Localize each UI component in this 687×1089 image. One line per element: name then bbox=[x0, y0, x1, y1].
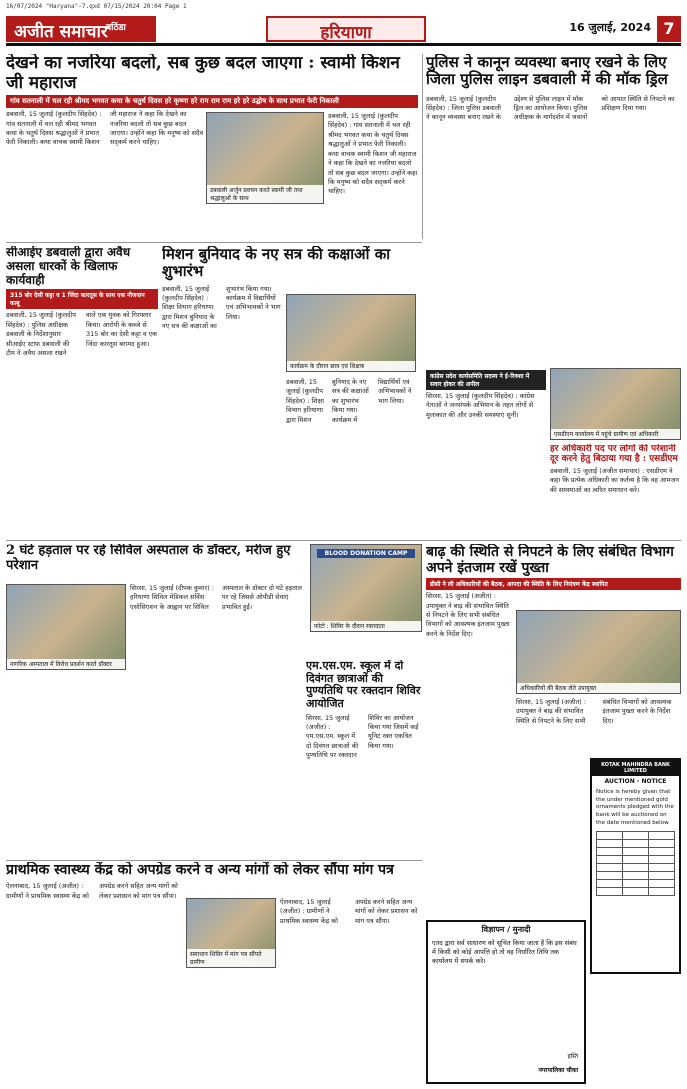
article-text: ऐलनाबाद, 15 जुलाई (अजीत) : ग्रामीणों ने प्राथमिक स्वास्थ्य केंद्र को अपग्रेड करने सहित अन्य मांगों को लेकर प्रशासन को मांग पत्र सौंपा। bbox=[6, 882, 178, 900]
photo-caption: डबवाली अर्जुन प्रवचन करते स्वामी जी तथा श्रद्धालुओं के साथ bbox=[207, 185, 323, 203]
flood-photo bbox=[516, 610, 681, 694]
headline: सीआईए डबवाली द्वारा अवैध असला धारकों के खिलाफ कार्यवाही bbox=[6, 246, 131, 287]
brand-city: बठिंडा bbox=[106, 23, 126, 33]
headline: मिशन बुनियाद के नए सत्र की कक्षाओं का शुभारंभ bbox=[162, 246, 391, 281]
ad-title: विज्ञापन / मुनादी bbox=[481, 925, 531, 934]
page-number: 7 bbox=[657, 16, 681, 42]
article-cia bbox=[6, 246, 158, 536]
issue-date: 16 जुलाई, 2024 bbox=[569, 21, 651, 34]
article-text-cont: डबवाली, 15 जुलाई (कुलदीप सिंहदेव) : गांव सतनाली में चल रही श्रीमद भगवत कथा के चतुर्थ दिवस श्रद्धालुओं ने प्रभात फेरी निकाली। कथा वाचक स्वामी किशन जी महाराज ने कहा कि देखने का नजरिया बदलो तो सब कुछ बदल जाएगा। उन्होंने कहा कि मनुष्य को सदैव सद्कर्म करने चाहिए। bbox=[328, 112, 418, 196]
congress-photo bbox=[550, 368, 681, 440]
article-hospital bbox=[6, 544, 306, 834]
article-text: सिरसा, 15 जुलाई (अजीत) : उपायुक्त ने बाढ़ की संभावित स्थिति से निपटने के लिए सभी संबंधित विभागों को आवश्यक इंतजाम पुख्ता करने के निर्देश दिए। bbox=[426, 592, 510, 638]
lead-photo bbox=[206, 112, 324, 204]
public-notice-ad bbox=[426, 920, 586, 1084]
headline: पुलिस ने कानून व्यवस्था बनाए रखने के लिए जिला पुलिस लाइन डबवाली में की मॉक ड्रिल bbox=[426, 54, 668, 89]
blood-camp-photo bbox=[310, 544, 422, 632]
row-rule bbox=[6, 540, 681, 541]
article-flood bbox=[426, 544, 681, 754]
article-mission bbox=[162, 246, 418, 536]
article-text-cont: सिरसा, 15 जुलाई (अजीत) : उपायुक्त ने बाढ़ की संभावित स्थिति से निपटने के लिए सभी संबंधित विभागों को आवश्यक इंतजाम पुख्ता करने के निर्देश दिए। bbox=[516, 698, 672, 725]
kicker: गांव सतनाली में चल रही श्रीमद भगवत कथा के चतुर्थ दिवस हरे कृष्णा हरे राम राम राम हरे हरे उद्घोष के साथ प्रभात फेरी निकाली bbox=[6, 95, 418, 108]
photo-caption: एसडीएम कार्यालय में पहुंचे ग्रामीण एवं अधिकारी bbox=[551, 429, 680, 439]
article-text: डबवाली, 15 जुलाई (कुलदीप सिंहदेव) : जिला पुलिस डबवाली ने कानून व्यवस्था बनाए रखने के उद्देश्य से पुलिस लाइन में मॉक ड्रिल का आयोजन किया। पुलिस अधीक्षक के मार्गदर्शन में जवानों को आपात स्थिति से निपटने का प्रशिक्षण दिया गया। bbox=[426, 94, 675, 122]
row-rule bbox=[6, 242, 422, 243]
headline: 2 घंटे हड़ताल पर रहे सिविल अस्पताल के डॉक्टर, मरीज हुए परेशान bbox=[6, 544, 291, 573]
article-text: डबवाली, 15 जुलाई (कुलदीप सिंहदेव) : पुलिस अधीक्षक डबवाली के निर्देशानुसार सीआईए स्टाफ डबवाली की टीम ने अवैध असला रखने वाले एक युवक को गिरफ्तार किया। आरोपी के कब्जे से 315 बोर का देसी कट्टा व एक जिंदा कारतूस बरामद हुआ। bbox=[6, 311, 158, 358]
print-slug: 16/07/2024 "Haryana"-7.qxd 07/15/2024 20:04 Page 1 bbox=[6, 3, 187, 10]
kicker: डीसी ने ली अधिकारियों की बैठक, आपदा की स्थिति के लिए नियंत्रण केंद्र स्थापित bbox=[426, 578, 681, 590]
row-rule bbox=[6, 860, 422, 861]
column-rule bbox=[422, 54, 423, 239]
photo-caption: फोटो : शिविर के दौरान रक्तदाता bbox=[311, 621, 421, 631]
photo-caption: नागरिक अस्पताल में विरोध प्रदर्शन करते डॉक्टर bbox=[7, 659, 125, 669]
brand-name: अजीत समाचार bbox=[14, 22, 108, 42]
ad-subtitle: AUCTION - NOTICE bbox=[604, 778, 667, 785]
ad-title: KOTAK MAHINDRA BANK LIMITED bbox=[592, 760, 679, 776]
camp-banner: BLOOD DONATION CAMP bbox=[317, 549, 415, 558]
article-blood-photo bbox=[310, 544, 422, 654]
phc-photo bbox=[186, 898, 276, 968]
kicker: 315 बोर देसी कट्टा व 1 जिंदा कारतूस के साथ एक नौजवान काबू bbox=[6, 289, 158, 309]
article-text-cont: ऐलनाबाद, 15 जुलाई (अजीत) : ग्रामीणों ने प्राथमिक स्वास्थ्य केंद्र को अपग्रेड करने सहित अन्य मांगों को लेकर प्रशासन को मांग पत्र सौंपा। bbox=[280, 898, 418, 925]
masthead bbox=[6, 16, 681, 46]
photo-caption: समाधान शिविर में मांग पत्र सौंपते ग्रामीण bbox=[187, 949, 275, 967]
ad-body: Notice is hereby given that the under mentioned gold ornaments pledged with the bank will be auctioned on the date mentioned below. bbox=[596, 789, 674, 826]
ad-signature: हस्ति bbox=[567, 1053, 578, 1060]
article-lead bbox=[6, 54, 418, 239]
article-sdm bbox=[550, 444, 681, 544]
article-text: सिरसा, 15 जुलाई (दीपक कुमार) : हरियाणा सिविल मेडिकल सर्विस एसोसिएशन के आह्वान पर सिविल अस्पताल के डॉक्टर दो घंटे हड़ताल पर रहे जिससे ओपीडी सेवाएं प्रभावित हुईं। bbox=[130, 584, 302, 611]
headline: एम.एस.एम. स्कूल में दो दिवंगत छात्राओं की पुण्यतिथि पर रक्तदान शिविर आयोजित bbox=[306, 660, 421, 710]
article-text: सिरसा, 15 जुलाई (अजीत) : एम.एस.एम. स्कूल में दो दिवंगत छात्राओं की पुण्यतिथि पर रक्तदान शिविर का आयोजन किया गया जिसमें कई यूनिट रक्त एकत्रित किया गया। bbox=[306, 713, 419, 760]
photo-caption: कार्यक्रम के दौरान छात्र एवं शिक्षक bbox=[287, 361, 415, 371]
ad-table bbox=[596, 831, 675, 896]
article-text: सिरसा, 15 जुलाई (कुलदीप सिंहदेव) : कांग्रेस नेताओं ने जनसंपर्क अभियान के तहत लोगों से मुलाकात की और उनकी समस्याएं सुनीं। bbox=[426, 392, 535, 419]
headline: बाढ़ की स्थिति से निपटने के लिए संबंधित विभाग अपने इंतजाम रखें पुख्ता bbox=[426, 544, 674, 577]
article-text: डबवाली, 15 जुलाई (कुलदीप सिंहदेव) : शिक्षा विभाग हरियाणा द्वारा मिशन बुनियाद के नए सत्र की कक्षाओं का शुभारंभ किया गया। कार्यक्रम में विद्यार्थियों एवं अभिभावकों ने भाग लिया। bbox=[162, 284, 281, 331]
bank-auction-ad bbox=[590, 758, 681, 974]
article-police bbox=[426, 54, 681, 364]
headline: देखने का नजरिया बदलो, सब कुछ बदल जाएगा : स्वामी किशन जी महाराज bbox=[6, 54, 400, 93]
article-text-cont: डबवाली, 15 जुलाई (कुलदीप सिंहदेव) : शिक्षा विभाग हरियाणा द्वारा मिशन बुनियाद के नए सत्र की कक्षाओं का शुभारंभ किया गया। कार्यक्रम में विद्यार्थियों एवं अभिभावकों ने भाग लिया। bbox=[286, 378, 412, 424]
ad-body: एतद द्वारा सर्व साधारण को सूचित किया जाता है कि इस संबंध में किसी को कोई आपत्ति हो तो वह निर्धारित तिथि तक कार्यालय में संपर्क करे। bbox=[432, 939, 577, 966]
section-title: हरियाणा bbox=[266, 16, 426, 42]
headline: प्राथमिक स्वास्थ्य केंद्र को अपग्रेड करने व अन्य मांगों को लेकर सौंपा मांग पत्र bbox=[6, 862, 394, 878]
mission-photo bbox=[286, 294, 416, 372]
article-blood bbox=[306, 660, 422, 856]
ad-office: नगरपालिका चौका bbox=[538, 1067, 578, 1074]
photo-caption: अधिकारियों की बैठक लेते उपायुक्त bbox=[517, 683, 680, 693]
article-phc bbox=[6, 862, 422, 1084]
newspaper-brand bbox=[6, 16, 156, 42]
article-text: डबवाली, 15 जुलाई (अजीत समाचार) : एसडीएम ने कहा कि प्रत्येक अधिकारी का कर्तव्य है कि वह आमजन की समस्याओं का त्वरित समाधान करे। bbox=[550, 466, 679, 494]
kicker: कांग्रेस प्रदेश कार्यसमिति सदस्य ने ई-रिक्शा में सवार होकर की अपील bbox=[426, 370, 546, 390]
hospital-photo bbox=[6, 584, 126, 670]
headline: हर अधिकारी पद पर लोगों की परेशानी दूर करने हेतु बिठाया गया है : एसडीएम bbox=[550, 444, 678, 465]
article-text: डबवाली, 15 जुलाई (कुलदीप सिंहदेव) : गांव सतनाली में चल रही श्रीमद भगवत कथा के चतुर्थ दिवस श्रद्धालुओं ने प्रभात फेरी निकाली। कथा वाचक स्वामी किशन जी महाराज ने कहा कि देखने का नजरिया बदलो तो सब कुछ बदल जाएगा। उन्होंने कहा कि मनुष्य को सदैव सद्कर्म करने चाहिए। bbox=[6, 110, 204, 147]
